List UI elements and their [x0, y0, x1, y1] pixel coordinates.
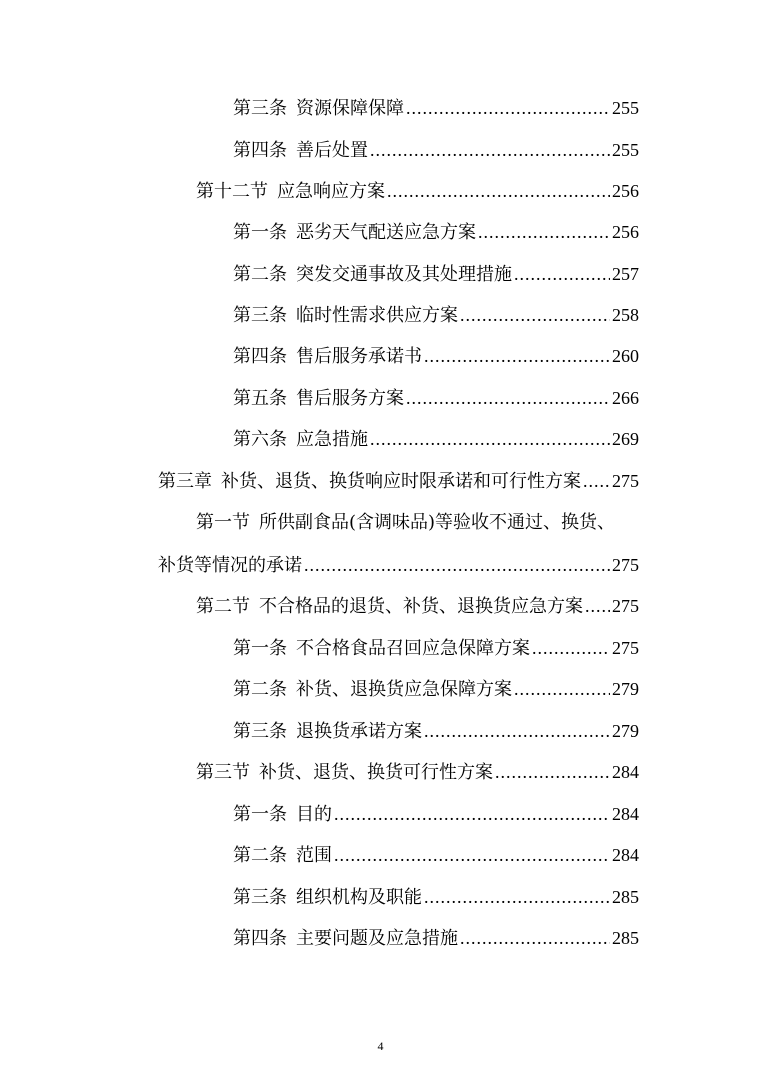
- toc-entry-number: 第三章: [158, 471, 212, 492]
- toc-entry-page: 275: [612, 638, 639, 658]
- toc-entry-page: 285: [612, 928, 639, 948]
- toc-entry[interactable]: [233, 636, 639, 661]
- toc-entry[interactable]: [233, 138, 639, 163]
- toc-entry-number: 第四条: [233, 346, 287, 367]
- dot-leader: [495, 760, 610, 784]
- dot-leader: [514, 262, 610, 286]
- toc-entry-number: 第一条: [233, 638, 287, 659]
- toc-entry-continuation[interactable]: [158, 553, 639, 578]
- toc-entry-title: 范围: [296, 845, 332, 866]
- toc-entry[interactable]: [196, 179, 639, 204]
- toc-entry-page: 279: [612, 721, 639, 741]
- toc-entry-number: 第二节: [196, 596, 250, 617]
- page-number: 4: [377, 1039, 384, 1053]
- toc-entry[interactable]: [233, 386, 639, 411]
- toc-entry-number: 第六条: [233, 429, 287, 450]
- dot-leader: [424, 885, 610, 909]
- dot-leader: [532, 636, 610, 660]
- toc-entry-wrapped-line[interactable]: [196, 511, 615, 535]
- dot-leader: [370, 427, 610, 451]
- dot-leader: [334, 843, 610, 867]
- toc-entry-title: 售后服务承诺书: [296, 346, 422, 367]
- toc-entry[interactable]: [233, 719, 639, 744]
- toc-entry-title: 善后处置: [296, 140, 368, 161]
- toc-entry[interactable]: [233, 303, 639, 328]
- toc-entry-number: 第十二节: [196, 181, 268, 202]
- toc-entry-page: 256: [612, 222, 639, 242]
- toc-entry-page: 275: [612, 596, 639, 616]
- toc-entry[interactable]: [233, 96, 639, 121]
- dot-leader: [304, 553, 610, 577]
- dot-leader: [478, 220, 610, 244]
- toc-entry-page: 275: [612, 471, 639, 491]
- toc-entry-title: 所供副食品(含调味品)等验收不通过、换货、: [259, 512, 616, 533]
- toc-entry-number: 第三条: [233, 887, 287, 908]
- toc-entry-page: 255: [612, 140, 639, 160]
- toc-entry[interactable]: [233, 802, 639, 827]
- toc-entry-page: 284: [612, 762, 639, 782]
- toc-entry-number: 第一条: [233, 804, 287, 825]
- toc-entry-page: 266: [612, 388, 639, 408]
- toc-entry-title: 临时性需求供应方案: [296, 305, 458, 326]
- toc-entry-title: 资源保障保障: [296, 98, 404, 119]
- dot-leader: [460, 303, 610, 327]
- toc-entry[interactable]: [233, 843, 639, 868]
- toc-entry-number: 第二条: [233, 264, 287, 285]
- toc-entry[interactable]: [233, 926, 639, 951]
- toc-entry-number: 第四条: [233, 140, 287, 161]
- toc-entry-number: 第三条: [233, 721, 287, 742]
- toc-entry-page: 257: [612, 264, 639, 284]
- toc-entry-title: 突发交通事故及其处理措施: [296, 264, 512, 285]
- dot-leader: [334, 802, 610, 826]
- toc-entry-page: 258: [612, 305, 639, 325]
- toc-entry[interactable]: [233, 427, 639, 452]
- toc-entry-title: 售后服务方案: [296, 388, 404, 409]
- dot-leader: [387, 179, 610, 203]
- toc-entry[interactable]: [233, 885, 639, 910]
- dot-leader: [406, 386, 610, 410]
- toc-entry-page: 269: [612, 429, 639, 449]
- toc-entry-number: 第一条: [233, 222, 287, 243]
- dot-leader: [514, 677, 610, 701]
- toc-entry-title-continuation: 补货等情况的承诺: [158, 555, 302, 576]
- dot-leader: [460, 926, 610, 950]
- toc-entry-title: 组织机构及职能: [296, 887, 422, 908]
- toc-entry[interactable]: [196, 760, 639, 785]
- toc-entry[interactable]: [233, 344, 639, 369]
- toc-entry-number: 第二条: [233, 845, 287, 866]
- toc-entry-title: 应急响应方案: [277, 181, 385, 202]
- dot-leader: [424, 719, 610, 743]
- toc-entry-number: 第一节: [196, 512, 250, 533]
- toc-entry-page: 284: [612, 804, 639, 824]
- dot-leader: [585, 594, 610, 618]
- toc-entry-title: 不合格品的退货、补货、退换货应急方案: [259, 596, 583, 617]
- toc-entry-title: 补货、退换货应急保障方案: [296, 679, 512, 700]
- toc-entry-title: 应急措施: [296, 429, 368, 450]
- toc-entry-page: 275: [612, 555, 639, 575]
- toc-entry-number: 第四条: [233, 928, 287, 949]
- dot-leader: [583, 469, 610, 493]
- toc-entry-title: 不合格食品召回应急保障方案: [296, 638, 530, 659]
- toc-entry[interactable]: [158, 469, 639, 494]
- toc-entry[interactable]: [196, 594, 639, 619]
- toc-entry-number: 第三条: [233, 305, 287, 326]
- toc-entry[interactable]: [233, 220, 639, 245]
- toc-entry-page: 285: [612, 887, 639, 907]
- toc-entry[interactable]: [233, 677, 639, 702]
- toc-entry-page: 260: [612, 346, 639, 366]
- toc-entry-title: 补货、退货、换货响应时限承诺和可行性方案: [221, 471, 581, 492]
- toc-entry-title: 主要问题及应急措施: [296, 928, 458, 949]
- toc-entry[interactable]: [233, 262, 639, 287]
- dot-leader: [406, 96, 610, 120]
- dot-leader: [424, 344, 610, 368]
- toc-entry-page: 255: [612, 98, 639, 118]
- toc-entry-number: 第三节: [196, 762, 250, 783]
- dot-leader: [370, 138, 610, 162]
- toc-entry-page: 256: [612, 181, 639, 201]
- toc-entry-page: 284: [612, 845, 639, 865]
- toc-entry-number: 第五条: [233, 388, 287, 409]
- toc-entry-title: 退换货承诺方案: [296, 721, 422, 742]
- toc-entry-title: 补货、退货、换货可行性方案: [259, 762, 493, 783]
- toc-entry-title: 恶劣天气配送应急方案: [296, 222, 476, 243]
- toc-entry-number: 第二条: [233, 679, 287, 700]
- toc-entry-page: 279: [612, 679, 639, 699]
- toc-entry-title: 目的: [296, 804, 332, 825]
- toc-entry-number: 第三条: [233, 98, 287, 119]
